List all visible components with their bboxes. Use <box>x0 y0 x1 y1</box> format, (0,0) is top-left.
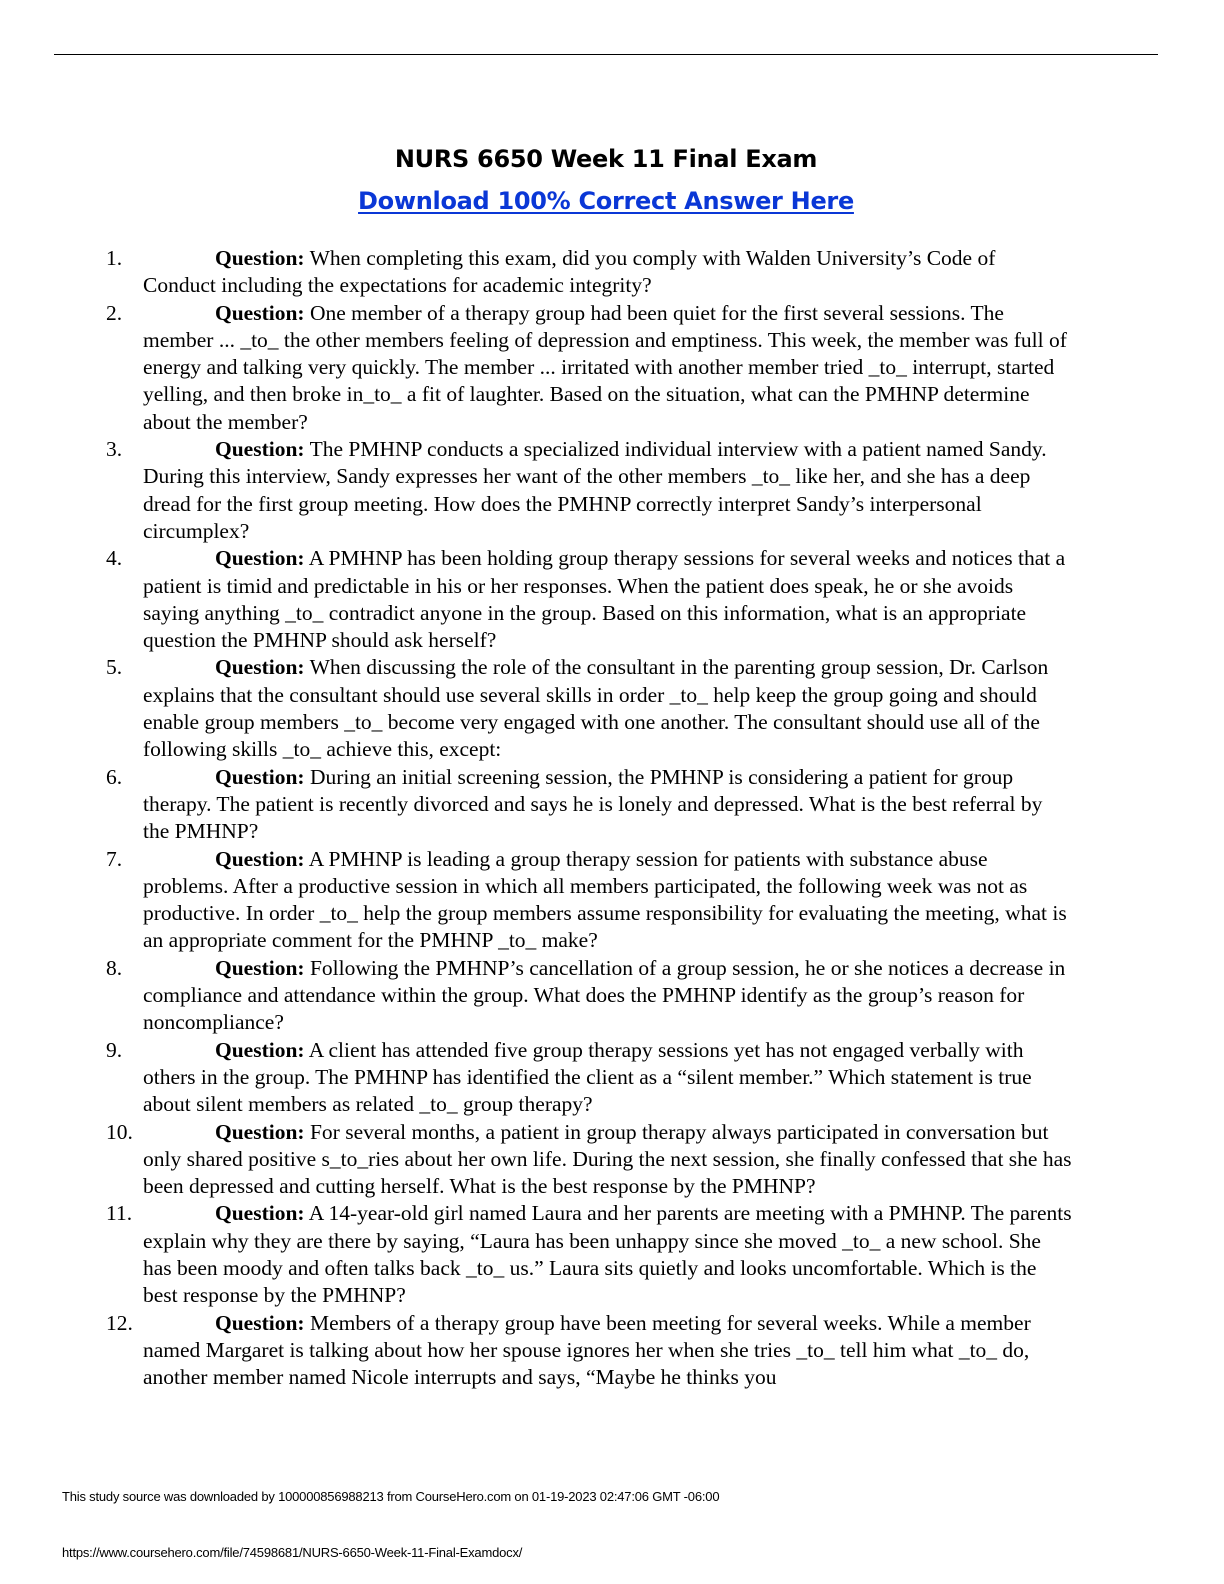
question-item-1 <box>0 245 1073 300</box>
question-item-4 <box>0 545 1073 654</box>
page-title: NURS 6650 Week 11 Final Exam <box>394 145 818 173</box>
download-answer-link[interactable]: Download 100% Correct Answer Here <box>358 187 854 215</box>
question-label: Question: <box>215 246 305 270</box>
question-label: Question: <box>215 546 305 571</box>
question-item-8 <box>0 955 1073 1037</box>
question-item-3 <box>0 436 1073 545</box>
question-text: A client has attended five group therapy sessions yet has not engaged verbally with others in the group. The PMHNP has identified the client as a “silent member.” Which statement is true about silent members as related _to_ group therapy? <box>143 1037 1032 1117</box>
header-rule <box>54 54 1158 55</box>
question-label: Question: <box>215 1201 305 1226</box>
question-text: During an initial screening session, the PMHNP is considering a patient for group therapy. The patient is recently divorced and says he is lonely and depressed. What is the best referral by the PMHNP? <box>143 764 1043 844</box>
source-url[interactable]: https://www.coursehero.com/file/74598681/NURS-6650-Week-11-Final-Examdocx/ <box>62 1545 523 1560</box>
question-number: 10. <box>106 1119 133 1144</box>
question-number: 6. <box>106 764 123 789</box>
question-number: 2. <box>106 300 123 325</box>
question-item-11 <box>0 1200 1073 1309</box>
question-text: One member of a therapy group had been quiet for the first several sessions. The member ... _to_ the other members feeling of depression and emptiness. This week, the member was full of energy and talking very quickly. The member ... irritated with another member tried _to_ interrupt, started yelling, and then broke in_to_ a fit of laughter. Based on the situation, what can the PMHNP determine about the member? <box>143 300 1067 434</box>
question-number: 3. <box>106 437 123 462</box>
question-text: For several months, a patient in group therapy always participated in conversation but only shared positive s_to_ries about her own life. During the next session, she finally confessed that she has been depressed and cutting herself. What is the best response by the PMHNP? <box>143 1119 1072 1199</box>
question-text: Members of a therapy group have been meeting for several weeks. While a member named Margaret is talking about how her spouse ignores her when she tries _to_ tell him what _to_ do, another member named Nicole interrupts and says, “Maybe he thinks you <box>143 1310 1031 1390</box>
question-number: 1. <box>106 246 123 270</box>
question-label: Question: <box>215 846 305 871</box>
question-label: Question: <box>215 655 305 680</box>
question-text: Following the PMHNP’s cancellation of a group session, he or she notices a decrease in compliance and attendance within the group. What does the PMHNP identify as the group’s reason for noncompliance? <box>143 955 1066 1035</box>
question-label: Question: <box>215 955 305 980</box>
question-number: 9. <box>106 1037 123 1062</box>
question-label: Question: <box>215 764 305 789</box>
question-label: Question: <box>215 300 305 325</box>
question-item-10 <box>0 1119 1073 1201</box>
question-number: 4. <box>106 546 123 571</box>
question-text: When discussing the role of the consultant in the parenting group session, Dr. Carlson explains that the consultant should use several skills in order _to_ help keep the group going and should enable group members _to_ become very engaged with one another. The consultant should use all of the following skills _to_ achieve this, except: <box>143 655 1049 762</box>
download-source-note: This study source was downloaded by 100000856988213 from CourseHero.com on 01-19-2023 02:47:06 GMT -06:00 <box>62 1489 720 1504</box>
question-item-9 <box>0 1037 1073 1119</box>
question-text: A 14-year-old girl named Laura and her parents are meeting with a PMHNP. The parents explain why they are there by saying, “Laura has been unhappy since she moved _to_ a new school. She has been moody and often talks back _to_ us.” Laura sits quietly and looks uncomfortable. Which is the best response by the PMHNP? <box>143 1201 1072 1308</box>
question-number: 7. <box>106 846 123 871</box>
download-link-container <box>0 187 1212 215</box>
question-number: 11. <box>106 1201 133 1226</box>
question-number: 8. <box>106 955 123 980</box>
question-text: A PMHNP has been holding group therapy sessions for several weeks and notices that a patient is timid and predictable in his or her responses. When the patient does speak, he or she avoids saying anything _to_ contradict anyone in the group. Based on this information, what is an appropriate question the PMHNP should ask herself? <box>143 546 1066 653</box>
question-item-2 <box>0 300 1073 436</box>
question-label: Question: <box>215 1119 305 1144</box>
question-text: When completing this exam, did you comply with Walden University’s Code of Conduct including the expectations for academic integrity? <box>143 246 996 298</box>
question-label: Question: <box>215 1310 305 1335</box>
question-number: 5. <box>106 655 123 680</box>
question-item-12 <box>0 1310 1073 1392</box>
question-item-7 <box>0 846 1073 955</box>
question-label: Question: <box>215 437 305 462</box>
question-text: The PMHNP conducts a specialized individual interview with a patient named Sandy. During this interview, Sandy expresses her want of the other members _to_ like her, and she has a deep dread for the first group meeting. How does the PMHNP correctly interpret Sandy’s interpersonal circumplex? <box>143 437 1047 543</box>
question-item-5 <box>0 654 1073 763</box>
question-text: A PMHNP is leading a group therapy session for patients with substance abuse problems. After a productive session in which all members participated, the following week was not as productive. In order _to_ help the group members assume responsibility for evaluating the meeting, what is an appropriate comment for the PMHNP _to_ make? <box>143 846 1067 953</box>
question-item-6 <box>0 764 1073 846</box>
question-list <box>0 245 1224 1391</box>
question-number: 12. <box>106 1310 133 1335</box>
question-label: Question: <box>215 1037 305 1062</box>
